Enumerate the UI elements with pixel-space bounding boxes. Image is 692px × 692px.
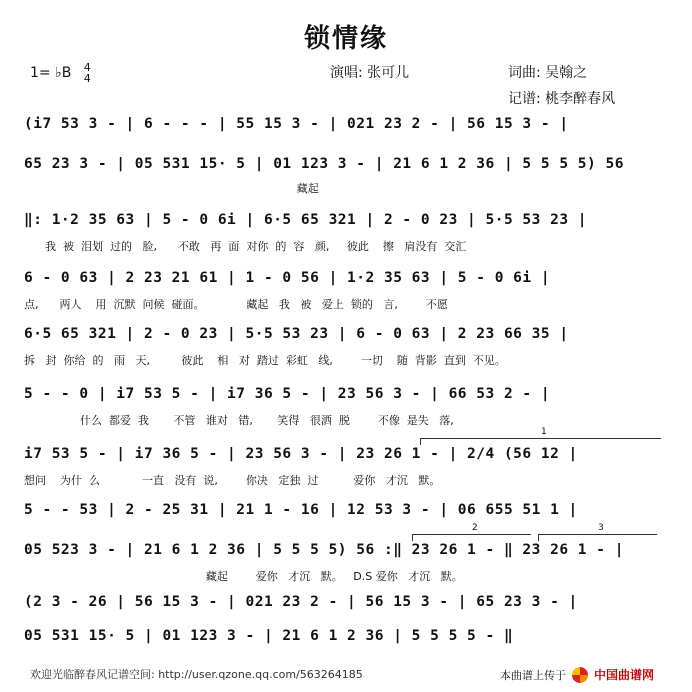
score-line-10: (2 3 - 26 | 56 15 3 - | 021 23 2 - | 56 15 3 - | 65 23 3 - |: [24, 594, 578, 610]
score-line-7: i7 53 5 - | i7 36 5 - | 23 56 3 - | 23 26 1 - | 2/4 (56 12 |: [24, 446, 578, 462]
score-line-1: (i7 53 3 - | 6 - - - | 55 15 3 - | 021 23 2 - | 56 15 3 - |: [24, 116, 569, 132]
lyric-line-9: 藏起 爱你 才沉 默。 D.S 爱你 才沉 默。: [24, 570, 463, 583]
singer-credit: 演唱: 张可儿: [330, 65, 410, 81]
lyric-line-3: 我 被 泪划 过的 脸, 不敢 再 面 对你 的 容 颜, 彼此 擦 肩没有 交汇: [24, 240, 467, 253]
transcriber-credit: 记谱: 桃李醉春风: [508, 91, 616, 107]
time-signature: [84, 62, 91, 84]
volta-bracket-1: [420, 427, 661, 445]
footer-website[interactable]: 欢迎光临醉春风记谱空间: http://user.qzone.qq.com/563264185: [30, 668, 363, 681]
score-line-4: 6 - 0 63 | 2 23 21 61 | 1 - 0 56 | 1·2 35 63 | 5 - 0 6i |: [24, 270, 551, 286]
song-title: 锁情缘: [303, 24, 388, 54]
footer-source: [500, 666, 654, 683]
score-line-3: ‖: 1·2 35 63 | 5 - 0 6i | 6·5 65 321 | 2 - 0 23 | 5·5 53 23 |: [24, 212, 588, 228]
volta-label-3: 3: [598, 523, 604, 533]
score-line-2: 65 23 3 - | 05 531 15· 5 | 01 123 3 - | 21 6 1 2 36 | 5 5 5 5) 56: [24, 156, 624, 172]
time-sig-top: 4: [83, 61, 91, 74]
volta-bracket-2: [412, 523, 531, 541]
volta-label-1: 1: [541, 427, 547, 437]
site-logo-icon: [572, 667, 588, 683]
footer-upload-text: 本曲谱上传于: [500, 668, 566, 682]
score-line-5: 6·5 65 321 | 2 - 0 23 | 5·5 53 23 | 6 - 0 63 | 2 23 66 35 |: [24, 326, 569, 342]
lyric-line-6: 什么 都爱 我 不管 谁对 错, 笑得 很洒 脱 不像 是失 落,: [24, 414, 454, 427]
score-line-11: 05 531 15· 5 | 01 123 3 - | 21 6 1 2 36 | 5 5 5 5 - ‖: [24, 628, 514, 644]
key-signature: [30, 62, 91, 84]
score-line-6: 5 - - 0 | i7 53 5 - | i7 36 5 - | 23 56 3 - | 66 53 2 - |: [24, 386, 551, 402]
score-line-9: 05 523 3 - | 21 6 1 2 36 | 5 5 5 5) 56 :‖ 23 26 1 - ‖ 23 26 1 - |: [24, 542, 624, 558]
key-label: 1= ♭B: [30, 65, 72, 81]
time-sig-bottom: 4: [83, 72, 91, 85]
volta-bracket-3: [538, 523, 657, 541]
lyricist-credit: 词曲: 吴翰之: [508, 65, 588, 81]
volta-label-2: 2: [472, 523, 478, 533]
lyric-line-5: 拆 封 你给 的 雨 天, 彼此 相 对 踏过 彩虹 线, 一切 随 背影 直到 不见。: [24, 354, 506, 367]
site-logo-text[interactable]: 中国曲谱网: [594, 668, 655, 682]
lyric-line-7: 想问 为什 么 一直 没有 说, 你决 定独 过 爱你 才沉 默。: [24, 474, 441, 487]
lyric-line-4: 点, 两人 用 沉默 问候 碰面。 藏起 我 被 爱上 锁的 言, 不愿: [24, 298, 448, 311]
lyric-line-2: 藏起: [24, 182, 319, 195]
score-line-8: 5 - - 53 | 2 - 25 31 | 21 1 - 16 | 12 53 3 - | 06 655 51 1 |: [24, 502, 578, 518]
